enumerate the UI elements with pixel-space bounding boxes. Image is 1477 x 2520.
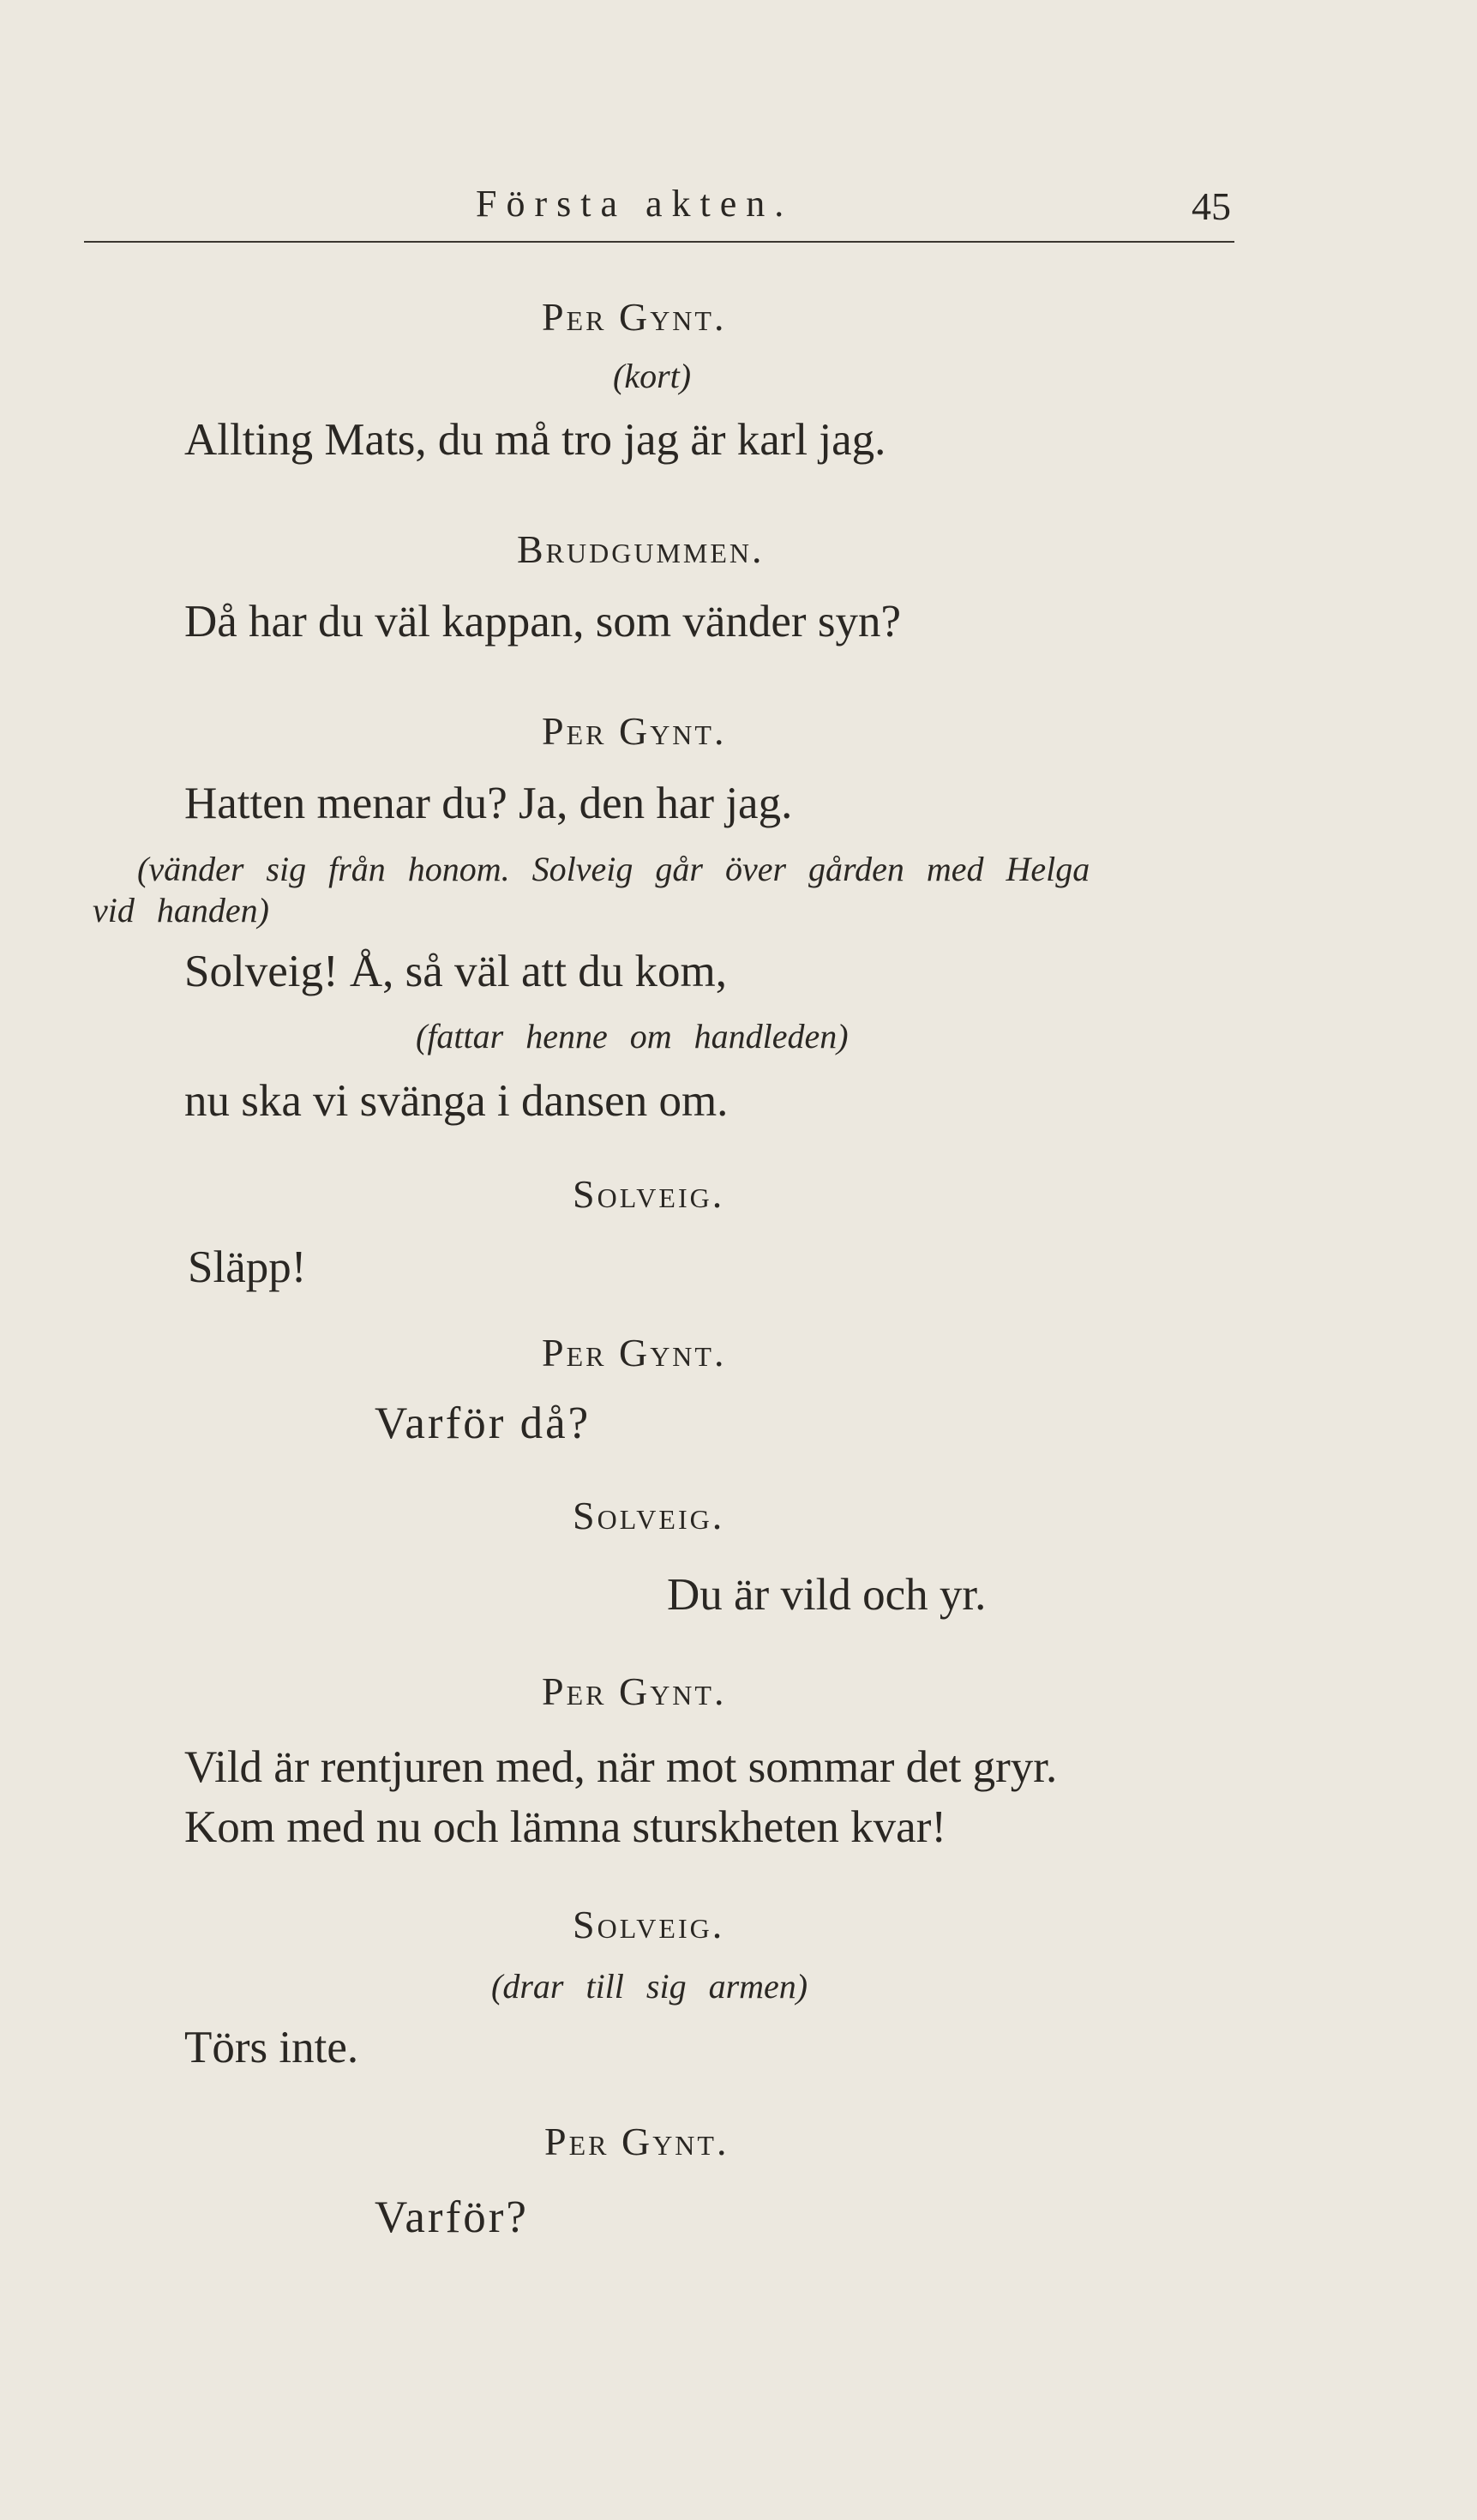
running-header-title: Första akten. xyxy=(476,183,794,225)
stage-direction: (drar till sig armen) xyxy=(491,1967,808,2006)
dialogue-line: Vild är rentjuren med, när mot sommar det gryr. xyxy=(184,1742,1058,1792)
dialogue-line: Hatten menar du? Ja, den har jag. xyxy=(184,779,793,828)
dialogue-line: Solveig! Å, så väl att du kom, xyxy=(184,947,727,996)
speaker-name: Per Gynt. xyxy=(542,709,727,753)
speaker-name: Solveig. xyxy=(573,1494,725,1537)
stage-direction: (kort) xyxy=(613,357,692,395)
speaker-name: Per Gynt. xyxy=(542,1669,727,1713)
stage-direction: (fattar henne om handleden) xyxy=(416,1017,849,1056)
dialogue-line: Kom med nu och lämna sturskheten kvar! xyxy=(184,1802,946,1852)
dialogue-line: nu ska vi svänga i dansen om. xyxy=(184,1076,729,1126)
stage-direction: vid handen) xyxy=(93,891,269,929)
speaker-name: Per Gynt. xyxy=(542,295,727,339)
speaker-name: Solveig. xyxy=(573,1172,725,1216)
stage-direction: (vänder sig från honom. Solveig går över gården med Helga xyxy=(137,850,1090,888)
speaker-name: Solveig. xyxy=(573,1903,725,1946)
speaker-name: Brudgummen. xyxy=(517,527,765,571)
dialogue-line: Du är vild och yr. xyxy=(667,1570,987,1620)
page-number: 45 xyxy=(1192,184,1231,228)
dialogue-line: Törs inte. xyxy=(184,2023,359,2072)
speaker-name: Per Gynt. xyxy=(544,2120,729,2163)
dialogue-line: Släpp! xyxy=(188,1242,307,1292)
header-rule xyxy=(84,241,1234,243)
dialogue-line: Allting Mats, du må tro jag är karl jag. xyxy=(184,415,886,465)
speaker-name: Per Gynt. xyxy=(542,1331,727,1374)
dialogue-line: Varför? xyxy=(375,2192,529,2242)
dialogue-line: Då har du väl kappan, som vänder syn? xyxy=(184,597,901,647)
dialogue-line: Varför då? xyxy=(375,1398,591,1448)
